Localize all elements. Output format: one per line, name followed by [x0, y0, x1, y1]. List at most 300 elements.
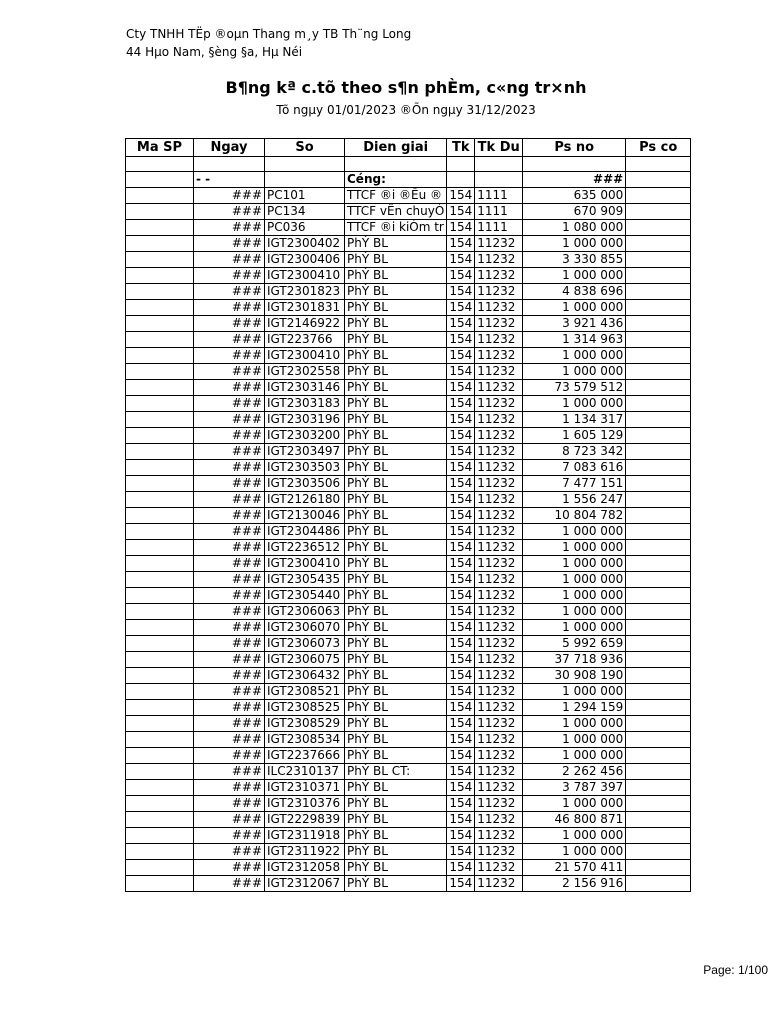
table-row [126, 220, 691, 236]
group-label: - - [194, 172, 265, 188]
cell-tk-du: 11232 [475, 684, 523, 700]
cell-ngay: ### [194, 684, 265, 700]
report-date-range: Tõ ngµy 01/01/2023 ®Õn ngµy 31/12/2023 [276, 103, 536, 117]
cell-ps-no: 21 570 411 [523, 860, 626, 876]
cell-ps-no: 1 000 000 [523, 796, 626, 812]
column-header-tk-du: Tk Du [475, 139, 523, 157]
cell-ps-co [626, 204, 691, 220]
cell-tk-du: 11232 [475, 492, 523, 508]
cell-tk: 154 [447, 636, 475, 652]
cell-ngay: ### [194, 444, 265, 460]
cell-tk: 154 [447, 876, 475, 892]
cell-tk: 154 [447, 844, 475, 860]
cell-ngay: ### [194, 732, 265, 748]
cell-ngay: ### [194, 220, 265, 236]
cell-ps-co [626, 572, 691, 588]
cell-ma-sp [126, 268, 194, 284]
cell-dien-giai: PhÝ BL [345, 284, 447, 300]
cell-tk-du: 11232 [475, 316, 523, 332]
cell-dien-giai: PhÝ BL [345, 668, 447, 684]
cell-ma-sp [126, 796, 194, 812]
table-row [126, 668, 691, 684]
cell-ps-no: 1 000 000 [523, 828, 626, 844]
column-header-ma-sp: Ma SP [126, 139, 194, 157]
cell-ma-sp [126, 588, 194, 604]
cell-so: IGT2305440 [265, 588, 345, 604]
cell-tk: 154 [447, 476, 475, 492]
cell-dien-giai: PhÝ BL [345, 268, 447, 284]
cell-ps-co [626, 268, 691, 284]
cell-dien-giai: PhÝ BL [345, 876, 447, 892]
cell-tk-du: 11232 [475, 460, 523, 476]
table-row [126, 348, 691, 364]
cell-ps-no: 1 000 000 [523, 268, 626, 284]
column-header-so: So [265, 139, 345, 157]
cell-ps-co [626, 556, 691, 572]
cell-ngay: ### [194, 780, 265, 796]
cell-so: IGT2303196 [265, 412, 345, 428]
cell-so: PC101 [265, 188, 345, 204]
cell-ma-sp [126, 188, 194, 204]
cell-so: IGT2303183 [265, 396, 345, 412]
cell-ngay: ### [194, 844, 265, 860]
table-row [126, 716, 691, 732]
cell-tk-du: 11232 [475, 412, 523, 428]
cell-ma-sp [126, 716, 194, 732]
cell-ps-no: 1 000 000 [523, 364, 626, 380]
cell-so: IGT2303506 [265, 476, 345, 492]
cell-tk: 154 [447, 252, 475, 268]
cell-ngay: ### [194, 188, 265, 204]
cell-ps-co [626, 668, 691, 684]
cell-ps-no: 10 804 782 [523, 508, 626, 524]
cell-tk: 154 [447, 220, 475, 236]
cell-ps-no: 5 992 659 [523, 636, 626, 652]
cell-so: IGT223766 [265, 332, 345, 348]
cell-so: IGT2305435 [265, 572, 345, 588]
cell-ma-sp [126, 300, 194, 316]
cell-ma-sp [126, 876, 194, 892]
cell-ps-no: 1 000 000 [523, 524, 626, 540]
cell-tk-du: 11232 [475, 332, 523, 348]
cell-tk-du: 11232 [475, 748, 523, 764]
cell-ngay: ### [194, 252, 265, 268]
cell-tk-du: 11232 [475, 364, 523, 380]
cell-tk-du: 11232 [475, 572, 523, 588]
cell-ma-sp [126, 732, 194, 748]
table-row [126, 780, 691, 796]
cell-ngay: ### [194, 652, 265, 668]
cell-ngay: ### [194, 348, 265, 364]
cell-tk-du: 11232 [475, 700, 523, 716]
cell-tk: 154 [447, 428, 475, 444]
column-header-tk: Tk [447, 139, 475, 157]
cell-ps-co [626, 316, 691, 332]
cell-tk-du: 11232 [475, 604, 523, 620]
cell-dien-giai: PhÝ BL [345, 652, 447, 668]
cell-ps-co [626, 460, 691, 476]
cell-dien-giai: PhÝ BL [345, 492, 447, 508]
cell-ps-co [626, 252, 691, 268]
cell-ma-sp [126, 540, 194, 556]
table-row [126, 380, 691, 396]
column-header-ps-co: Ps co [626, 139, 691, 157]
table-row [126, 732, 691, 748]
cell-ps-co [626, 876, 691, 892]
table-row [126, 636, 691, 652]
cell-dien-giai: PhÝ BL [345, 684, 447, 700]
cell-dien-giai: PhÝ BL [345, 636, 447, 652]
table-row [126, 796, 691, 812]
cell-ps-no: 1 000 000 [523, 684, 626, 700]
cell-so: IGT2302558 [265, 364, 345, 380]
cell-ma-sp [126, 572, 194, 588]
cell-so: PC036 [265, 220, 345, 236]
empty-row [126, 157, 691, 172]
cell-tk: 154 [447, 748, 475, 764]
table-row [126, 396, 691, 412]
cell-so: IGT2303200 [265, 428, 345, 444]
cell-ngay: ### [194, 508, 265, 524]
company-header [126, 25, 411, 61]
cell-ma-sp [126, 364, 194, 380]
cell-ps-co [626, 236, 691, 252]
cell-ps-no: 1 000 000 [523, 732, 626, 748]
cell-tk: 154 [447, 300, 475, 316]
table-row [126, 828, 691, 844]
table-row [126, 492, 691, 508]
cell-dien-giai: PhÝ BL [345, 252, 447, 268]
table-row [126, 588, 691, 604]
cell-so: IGT2300406 [265, 252, 345, 268]
cell-tk-du: 11232 [475, 812, 523, 828]
table-row [126, 524, 691, 540]
cell-dien-giai: PhÝ BL [345, 236, 447, 252]
cell-ma-sp [126, 524, 194, 540]
cell-so: IGT2300410 [265, 556, 345, 572]
cell-so: IGT2311922 [265, 844, 345, 860]
cell-ps-co [626, 508, 691, 524]
cell-ma-sp [126, 204, 194, 220]
cell-dien-giai: PhÝ BL [345, 316, 447, 332]
cell-so: IGT2311918 [265, 828, 345, 844]
cell-so: IGT2308521 [265, 684, 345, 700]
cell-ma-sp [126, 284, 194, 300]
cell-ps-co [626, 412, 691, 428]
cell-tk-du: 11232 [475, 780, 523, 796]
cell-ps-no: 3 787 397 [523, 780, 626, 796]
cell-ps-no: 1 000 000 [523, 620, 626, 636]
cell-tk: 154 [447, 332, 475, 348]
cell-dien-giai: PhÝ BL [345, 380, 447, 396]
cell-ma-sp [126, 700, 194, 716]
cell-ngay: ### [194, 700, 265, 716]
cell-so: IGT2301831 [265, 300, 345, 316]
cell-ps-co [626, 428, 691, 444]
subtotal-ps-no: ### [523, 172, 626, 188]
cell-ps-no: 1 556 247 [523, 492, 626, 508]
cell-ps-co [626, 732, 691, 748]
cell-tk: 154 [447, 284, 475, 300]
table-row [126, 764, 691, 780]
cell-ps-no: 1 294 159 [523, 700, 626, 716]
cell-tk: 154 [447, 188, 475, 204]
cell-ps-no: 1 000 000 [523, 716, 626, 732]
cell-ma-sp [126, 508, 194, 524]
cell-so: IGT2301823 [265, 284, 345, 300]
cell-dien-giai: PhÝ BL [345, 620, 447, 636]
cell-tk: 154 [447, 780, 475, 796]
table-row [126, 252, 691, 268]
cell-dien-giai: PhÝ BL [345, 860, 447, 876]
cell-ngay: ### [194, 396, 265, 412]
cell-ngay: ### [194, 476, 265, 492]
cell-so: PC134 [265, 204, 345, 220]
cell-tk: 154 [447, 396, 475, 412]
cell-so: IGT2300410 [265, 268, 345, 284]
table-row [126, 652, 691, 668]
cell-ps-co [626, 588, 691, 604]
cell-ps-no: 7 083 616 [523, 460, 626, 476]
cell-ps-no: 46 800 871 [523, 812, 626, 828]
table-row [126, 428, 691, 444]
cell-ps-no: 2 262 456 [523, 764, 626, 780]
cell-ngay: ### [194, 316, 265, 332]
cell-ma-sp [126, 492, 194, 508]
cell-ps-no: 1 000 000 [523, 748, 626, 764]
cell-ngay: ### [194, 300, 265, 316]
cell-so: IGT2237666 [265, 748, 345, 764]
cell-ps-no: 1 000 000 [523, 396, 626, 412]
table-row [126, 620, 691, 636]
cell-tk: 154 [447, 236, 475, 252]
table-row [126, 268, 691, 284]
cell-ngay: ### [194, 428, 265, 444]
cell-ps-co [626, 620, 691, 636]
cell-ps-co [626, 540, 691, 556]
cell-dien-giai: PhÝ BL [345, 396, 447, 412]
cell-tk: 154 [447, 860, 475, 876]
cell-tk: 154 [447, 732, 475, 748]
cell-ngay: ### [194, 748, 265, 764]
table-row [126, 844, 691, 860]
cell-tk-du: 11232 [475, 300, 523, 316]
cell-so: IGT2130046 [265, 508, 345, 524]
cell-ps-no: 1 000 000 [523, 236, 626, 252]
cell-tk: 154 [447, 444, 475, 460]
cell-ps-co [626, 748, 691, 764]
cell-tk-du: 1111 [475, 204, 523, 220]
cell-ma-sp [126, 636, 194, 652]
cell-tk: 154 [447, 268, 475, 284]
cell-tk: 154 [447, 348, 475, 364]
column-header-ps-no: Ps no [523, 139, 626, 157]
cell-so: IGT2310371 [265, 780, 345, 796]
cell-tk-du: 11232 [475, 348, 523, 364]
cell-ngay: ### [194, 796, 265, 812]
cell-ngay: ### [194, 284, 265, 300]
table-header-row [126, 139, 691, 157]
cell-ps-co [626, 860, 691, 876]
cell-tk-du: 11232 [475, 764, 523, 780]
cell-tk-du: 11232 [475, 508, 523, 524]
table-row [126, 684, 691, 700]
cell-ma-sp [126, 620, 194, 636]
cell-dien-giai: TTCF ®i ®Êu ® [345, 188, 447, 204]
cell-ngay: ### [194, 876, 265, 892]
cell-dien-giai: PhÝ BL [345, 540, 447, 556]
cell-ma-sp [126, 444, 194, 460]
cell-ps-no: 1 000 000 [523, 348, 626, 364]
cell-dien-giai: PhÝ BL [345, 300, 447, 316]
cell-dien-giai: PhÝ BL [345, 748, 447, 764]
cell-tk: 154 [447, 668, 475, 684]
cell-dien-giai: PhÝ BL [345, 524, 447, 540]
cell-ma-sp [126, 860, 194, 876]
report-title: B¶ng kª c.tõ theo s¶n phÈm, c«ng tr×nh [225, 78, 587, 97]
cell-so: ILC2310137 [265, 764, 345, 780]
cell-so: IGT2236512 [265, 540, 345, 556]
cell-ps-co [626, 364, 691, 380]
column-header-dien-giai: Dien giai [345, 139, 447, 157]
cell-tk-du: 11232 [475, 540, 523, 556]
cell-dien-giai: PhÝ BL [345, 428, 447, 444]
cell-ma-sp [126, 556, 194, 572]
cell-ps-no: 1 314 963 [523, 332, 626, 348]
cell-dien-giai: PhÝ BL [345, 604, 447, 620]
cell-tk-du: 11232 [475, 380, 523, 396]
cell-so: IGT2306070 [265, 620, 345, 636]
cell-so: IGT2303497 [265, 444, 345, 460]
cell-ps-no: 635 000 [523, 188, 626, 204]
cell-tk-du: 11232 [475, 652, 523, 668]
cell-tk-du: 11232 [475, 828, 523, 844]
cell-ps-no: 1 000 000 [523, 604, 626, 620]
cell-tk: 154 [447, 764, 475, 780]
cell-tk-du: 11232 [475, 796, 523, 812]
cell-dien-giai: PhÝ BL [345, 460, 447, 476]
cell-ps-co [626, 700, 691, 716]
cell-so: IGT2312058 [265, 860, 345, 876]
cell-ps-no: 4 838 696 [523, 284, 626, 300]
cell-ps-no: 1 080 000 [523, 220, 626, 236]
cell-ngay: ### [194, 828, 265, 844]
cell-so: IGT2306432 [265, 668, 345, 684]
table-row [126, 300, 691, 316]
cell-so: IGT2300410 [265, 348, 345, 364]
cell-ngay: ### [194, 492, 265, 508]
cell-ma-sp [126, 236, 194, 252]
cell-tk-du: 11232 [475, 268, 523, 284]
cell-ps-no: 1 000 000 [523, 540, 626, 556]
cell-ps-co [626, 828, 691, 844]
cell-tk: 154 [447, 540, 475, 556]
cell-tk: 154 [447, 460, 475, 476]
table-row [126, 508, 691, 524]
cell-tk-du: 11232 [475, 428, 523, 444]
cell-ps-co [626, 188, 691, 204]
cell-ps-no: 7 477 151 [523, 476, 626, 492]
cell-ps-no: 1 000 000 [523, 588, 626, 604]
cell-ngay: ### [194, 332, 265, 348]
cell-ps-co [626, 332, 691, 348]
cell-so: IGT2308525 [265, 700, 345, 716]
cell-ngay: ### [194, 604, 265, 620]
cell-ps-co [626, 348, 691, 364]
cell-dien-giai: PhÝ BL [345, 700, 447, 716]
cell-so: IGT2126180 [265, 492, 345, 508]
cell-ngay: ### [194, 572, 265, 588]
cell-ps-no: 1 000 000 [523, 572, 626, 588]
company-address: 44 Hµo Nam, §èng §a, Hµ Néi [126, 45, 303, 59]
cell-tk: 154 [447, 492, 475, 508]
cell-dien-giai: PhÝ BL [345, 508, 447, 524]
cell-dien-giai: TTCF ®i kiÓm tr [345, 220, 447, 236]
cell-ps-no: 1 000 000 [523, 556, 626, 572]
cell-ma-sp [126, 764, 194, 780]
table-row [126, 284, 691, 300]
cell-tk: 154 [447, 828, 475, 844]
cell-ngay: ### [194, 364, 265, 380]
cell-ngay: ### [194, 636, 265, 652]
ledger-table [125, 138, 691, 892]
cell-tk-du: 11232 [475, 444, 523, 460]
cell-tk-du: 1111 [475, 220, 523, 236]
cell-ma-sp [126, 652, 194, 668]
cell-dien-giai: PhÝ BL [345, 364, 447, 380]
table-row [126, 236, 691, 252]
cell-ma-sp [126, 828, 194, 844]
cell-dien-giai: PhÝ BL [345, 844, 447, 860]
cell-ma-sp [126, 396, 194, 412]
cell-so: IGT2303503 [265, 460, 345, 476]
cell-dien-giai: PhÝ BL CT: [345, 764, 447, 780]
cell-ps-no: 2 156 916 [523, 876, 626, 892]
cell-ps-co [626, 684, 691, 700]
table-row [126, 332, 691, 348]
cell-tk: 154 [447, 524, 475, 540]
cell-ps-no: 30 908 190 [523, 668, 626, 684]
cell-ps-no: 8 723 342 [523, 444, 626, 460]
cell-tk-du: 11232 [475, 588, 523, 604]
cell-tk: 154 [447, 652, 475, 668]
cell-tk-du: 11232 [475, 844, 523, 860]
cell-tk: 154 [447, 796, 475, 812]
cell-ps-co [626, 476, 691, 492]
cell-ma-sp [126, 252, 194, 268]
cell-ps-no: 1 000 000 [523, 844, 626, 860]
cell-ps-co [626, 812, 691, 828]
cell-dien-giai: PhÝ BL [345, 812, 447, 828]
cell-tk: 154 [447, 572, 475, 588]
table-row [126, 540, 691, 556]
cell-ps-co [626, 444, 691, 460]
cell-tk-du: 1111 [475, 188, 523, 204]
cell-tk-du: 11232 [475, 876, 523, 892]
cell-ps-co [626, 796, 691, 812]
cell-dien-giai: PhÝ BL [345, 828, 447, 844]
cell-ps-co [626, 716, 691, 732]
cell-dien-giai: PhÝ BL [345, 588, 447, 604]
cell-tk-du: 11232 [475, 252, 523, 268]
cell-ps-co [626, 652, 691, 668]
cell-dien-giai: PhÝ BL [345, 780, 447, 796]
cell-ps-no: 1 000 000 [523, 300, 626, 316]
cell-ngay: ### [194, 204, 265, 220]
table-row [126, 188, 691, 204]
cell-ps-no: 3 330 855 [523, 252, 626, 268]
table-row [126, 476, 691, 492]
